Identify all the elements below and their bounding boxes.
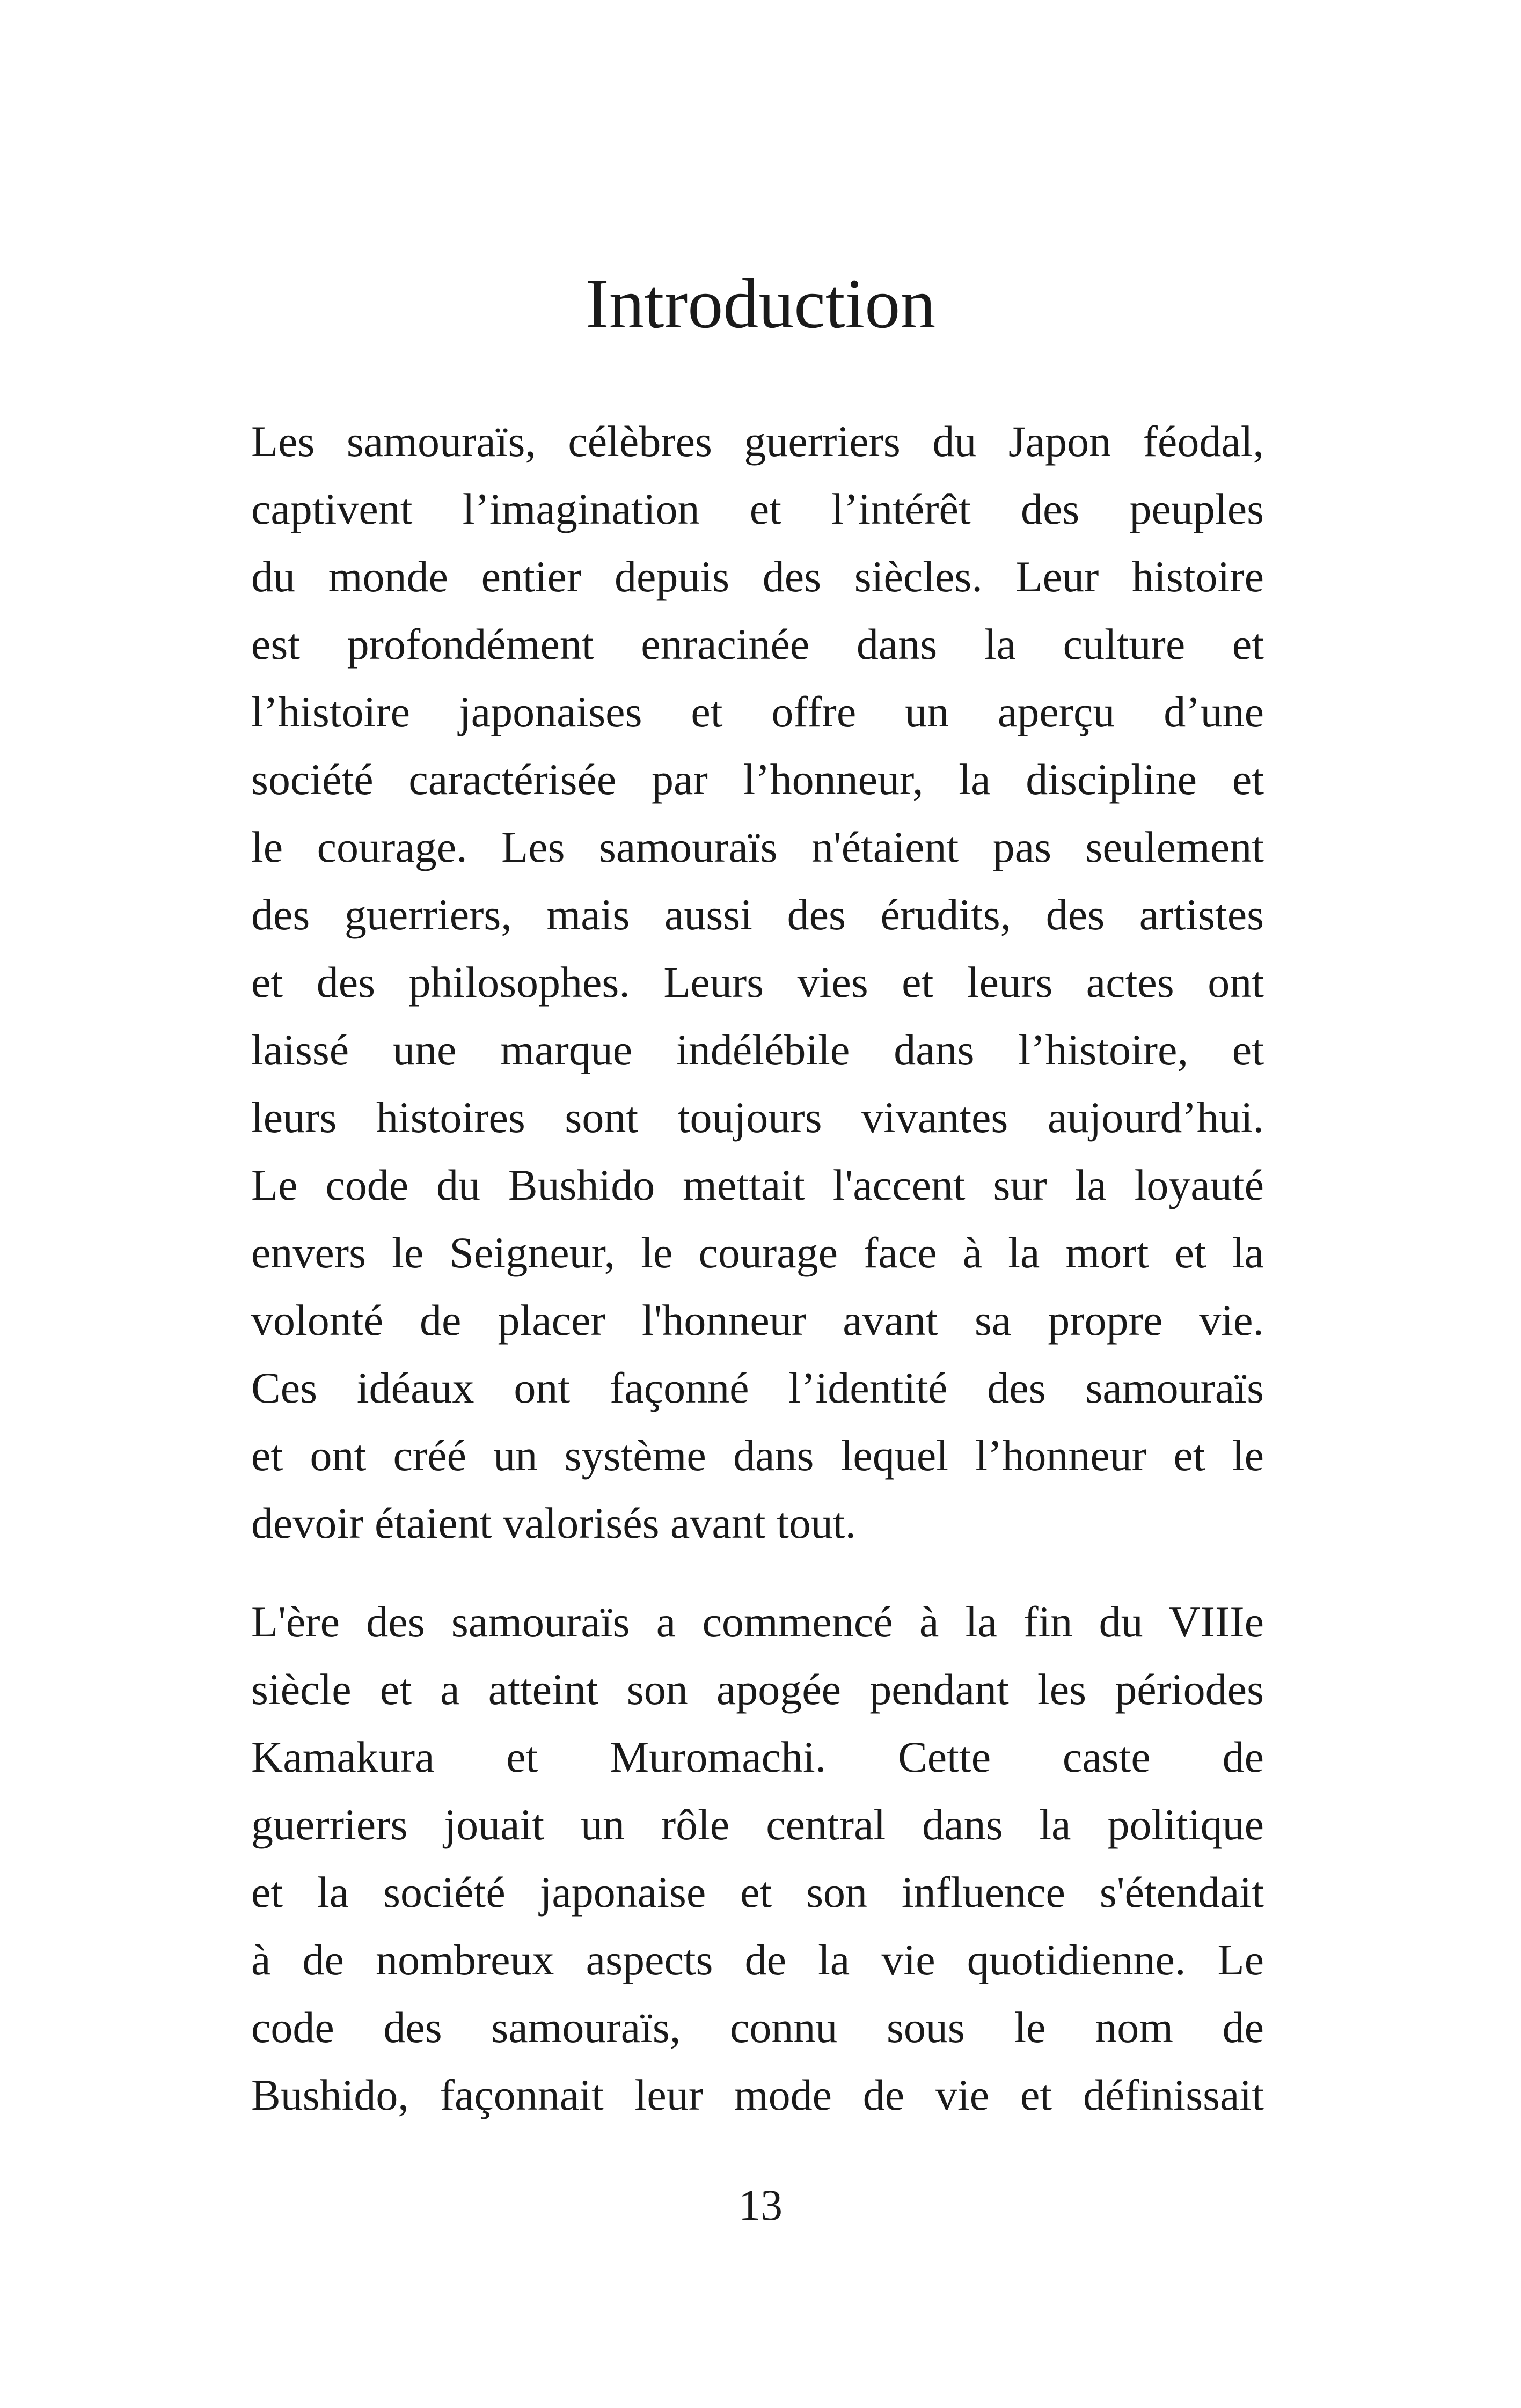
text-line: est profondément enracinée dans la culture et — [251, 620, 1264, 669]
text-line: L'ère des samouraïs a commencé à la fin du VIIIe — [251, 1597, 1264, 1646]
text-line: guerriers jouait un rôle central dans la politique — [251, 1800, 1264, 1849]
text-line: du monde entier depuis des siècles. Leur histoire — [251, 552, 1264, 601]
text-line: le courage. Les samouraïs n'étaient pas seulement — [251, 823, 1264, 871]
text-line: Les samouraïs, célèbres guerriers du Japon féodal, — [251, 417, 1264, 466]
text-line: envers le Seigneur, le courage face à la mort et la — [251, 1228, 1264, 1277]
text-line: et la société japonaise et son influence s'étendait — [251, 1868, 1264, 1917]
text-line: laissé une marque indélébile dans l’histoire, et — [251, 1025, 1264, 1074]
text-line: et des philosophes. Leurs vies et leurs actes ont — [251, 958, 1264, 1007]
paragraph-1 — [251, 408, 1264, 1557]
page-number: 13 — [738, 2181, 783, 2229]
paragraph-2 — [251, 1588, 1264, 2129]
text-line: l’histoire japonaises et offre un aperçu d’une — [251, 687, 1264, 736]
text-line: Ces idéaux ont façonné l’identité des samouraïs — [251, 1363, 1264, 1412]
text-line: volonté de placer l'honneur avant sa propre vie. — [251, 1296, 1264, 1345]
page-title: Introduction — [585, 264, 936, 343]
text-line: à de nombreux aspects de la vie quotidienne. Le — [251, 1935, 1264, 1984]
text-line: devoir étaient valorisés avant tout. — [251, 1499, 857, 1547]
text-line: siècle et a atteint son apogée pendant les périodes — [251, 1665, 1264, 1714]
text-line: Le code du Bushido mettait l'accent sur la loyauté — [251, 1161, 1264, 1209]
text-line: leurs histoires sont toujours vivantes aujourd’hui. — [251, 1093, 1264, 1142]
text-line: code des samouraïs, connu sous le nom de — [251, 2003, 1264, 2052]
text-line: et ont créé un système dans lequel l’honneur et le — [251, 1431, 1264, 1480]
body-text — [251, 408, 1264, 2129]
text-line: société caractérisée par l’honneur, la discipline et — [251, 755, 1264, 804]
text-line: des guerriers, mais aussi des érudits, des artistes — [251, 890, 1264, 939]
text-line: Bushido, façonnait leur mode de vie et définissait — [251, 2071, 1264, 2119]
text-line: Kamakura et Muromachi. Cette caste de — [251, 1732, 1264, 1781]
text-line: captivent l’imagination et l’intérêt des peuples — [251, 484, 1264, 533]
